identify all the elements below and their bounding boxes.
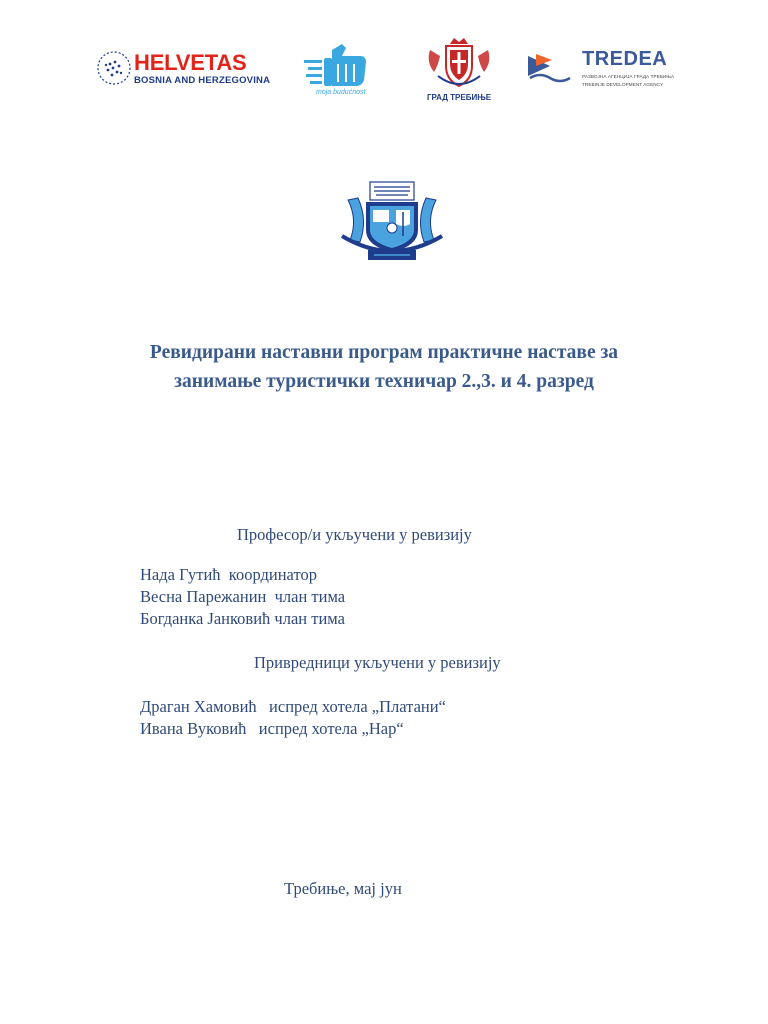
title-line-2: занимање туристички техничар 2.,3. и 4. разред xyxy=(174,371,594,392)
school-crest-icon xyxy=(338,180,446,264)
globe-icon xyxy=(96,50,132,88)
helvetas-subtitle: BOSNIA AND HERZEGOVINA xyxy=(134,75,271,86)
helvetas-name: HELVETAS xyxy=(134,50,247,75)
business-heading: Привредници укључени у ревизију xyxy=(254,653,501,672)
title-line-1: Ревидирани наставни програм практичне наставе за xyxy=(149,342,619,363)
professors-list xyxy=(140,564,345,630)
tredea-subtitle-1: РАЗВОЈНА АГЕНЦИЈА ГРАДА ТРЕБИЊА xyxy=(582,74,675,79)
coat-of-arms-icon xyxy=(424,36,494,92)
professor-entry: Нада Гутић координатор xyxy=(140,565,317,584)
place-date: Требиње, мај јун xyxy=(284,879,402,898)
moja-tagline: moja budućnost xyxy=(316,89,366,96)
tredea-logo xyxy=(526,48,676,94)
thumbs-up-icon xyxy=(302,42,382,90)
business-list xyxy=(140,696,446,740)
business-entry: Драган Хамовић испред хотела „Платани“ xyxy=(140,697,446,716)
partner-logos xyxy=(0,36,768,106)
business-entry: Ивана Вуковић испред хотела „Нар“ xyxy=(140,719,404,738)
school-crest xyxy=(338,180,446,264)
grad-name: ГРАД ТРЕБИЊЕ xyxy=(426,93,492,102)
professor-entry: Богданка Јанковић члан тима xyxy=(140,609,345,628)
professor-entry: Весна Парежанин члан тима xyxy=(140,587,346,606)
tredea-subtitle-2: TREBINJE DEVELOPMENT AGENCY xyxy=(582,82,664,87)
document-title xyxy=(84,338,684,396)
professors-heading: Професор/и укључени у ревизију xyxy=(237,525,472,544)
grad-trebinje-logo xyxy=(414,36,504,106)
moja-buducnost-logo xyxy=(302,42,382,100)
helvetas-logo xyxy=(96,46,286,94)
tredea-mark-icon xyxy=(526,50,576,84)
tredea-name: TREDEA xyxy=(582,48,668,70)
